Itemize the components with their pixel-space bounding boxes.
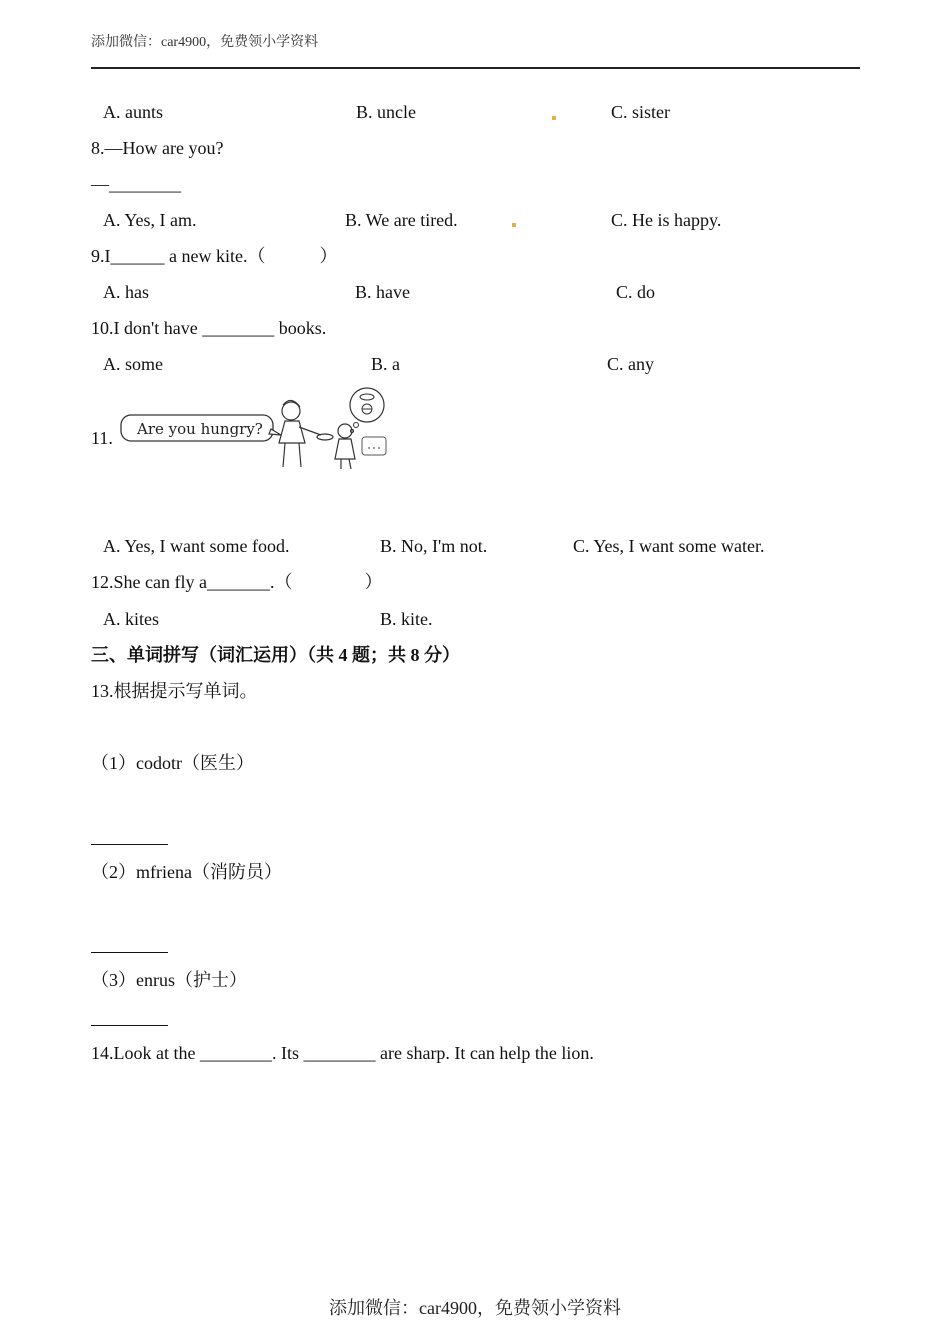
q9-option-c: C. do	[616, 282, 656, 302]
q11-bubble-text: Are you hungry?	[137, 420, 263, 438]
q13-stem: 13.根据提示写单词。	[91, 681, 258, 701]
header-rule	[91, 67, 860, 69]
q7-option-a: A. aunts	[103, 102, 163, 122]
q13-answer-blank-3	[91, 1025, 168, 1026]
q13-item-1: （1）codotr（医生）	[91, 753, 254, 773]
q12-option-a: A. kites	[103, 609, 159, 629]
decorative-dot	[552, 116, 556, 120]
q8-option-c: C. He is happy.	[611, 210, 722, 230]
q9-option-a: A. has	[103, 282, 149, 302]
q11-option-b: B. No, I'm not.	[380, 536, 488, 556]
q13-answer-blank-1	[91, 844, 168, 845]
q13-answer-blank-2	[91, 952, 168, 953]
q10-option-b: B. a	[371, 354, 400, 374]
q12-stem: 12.She can fly a_______.（ ）	[91, 572, 383, 592]
q11-number: 11.	[91, 428, 113, 448]
q8-answer-line: —________	[91, 174, 181, 194]
q9-stem: 9.I______ a new kite.（ ）	[91, 246, 338, 266]
q8-stem: 8.—How are you?	[91, 138, 224, 158]
q13-item-3: （3）enrus（护士）	[91, 970, 247, 990]
q8-option-a: A. Yes, I am.	[103, 210, 197, 230]
q10-option-a: A. some	[103, 354, 163, 374]
q11-option-c: C. Yes, I want some water.	[573, 536, 765, 556]
q8-option-b: B. We are tired.	[345, 210, 458, 230]
q10-stem: 10.I don't have ________ books.	[91, 318, 327, 338]
q11-illustration	[113, 385, 393, 475]
q9-option-b: B. have	[355, 282, 410, 302]
header-watermark: 添加微信：car4900，免费领小学资料	[91, 35, 319, 50]
footer-watermark: 添加微信：car4900，免费领小学资料	[329, 1298, 621, 1318]
decorative-dot	[512, 223, 516, 227]
q7-option-b: B. uncle	[356, 102, 416, 122]
q14-stem: 14.Look at the ________. Its ________ are sharp. It can help the lion.	[91, 1043, 594, 1063]
q13-item-2: （2）mfriena（消防员）	[91, 862, 282, 882]
section-3-title: 三、单词拼写（词汇运用）（共 4 题；共 8 分）	[91, 645, 460, 665]
q10-option-c: C. any	[607, 354, 654, 374]
q11-option-a: A. Yes, I want some food.	[103, 536, 290, 556]
q7-option-c: C. sister	[611, 102, 671, 122]
q12-option-b: B. kite.	[380, 609, 433, 629]
